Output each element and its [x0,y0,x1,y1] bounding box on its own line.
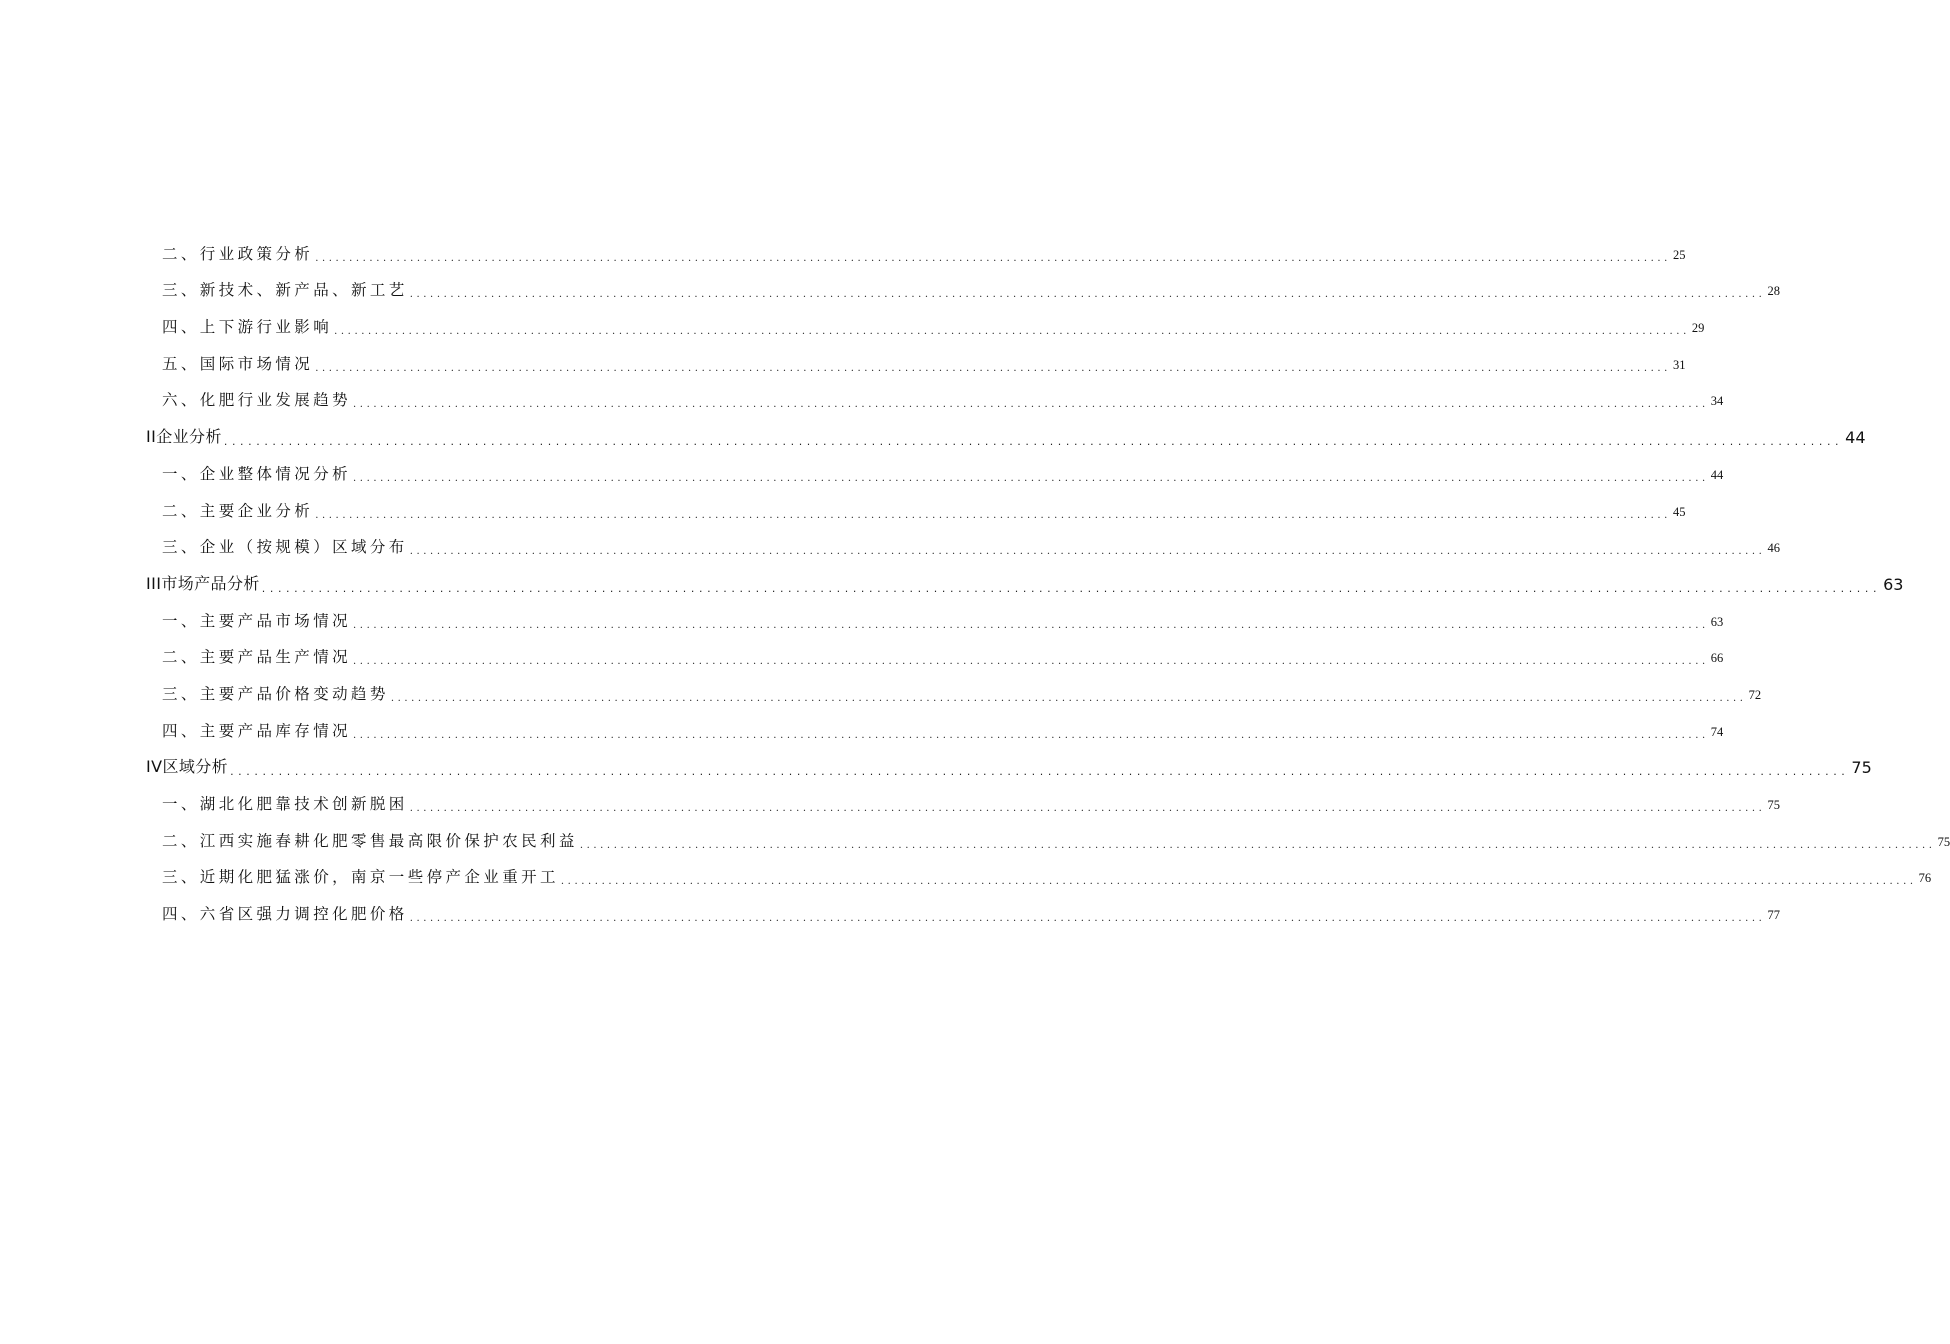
toc-dot-leader: ........................................................................................................................................................................................................ [353,472,1709,484]
toc-dot-leader: ........................................................................................................................................................................................................ [315,509,1671,521]
toc-chapter-entry[interactable] [146,414,1866,451]
toc-entry[interactable] [146,451,1724,488]
toc-entry[interactable] [146,708,1724,745]
toc-dot-leader: ........................................................................................................................................................................................................ [315,362,1671,374]
toc-entry[interactable] [146,525,1780,562]
toc-dot-leader: ........................................................................................................................................................................................................ [223,435,1844,449]
toc-dot-leader: ........................................................................................................................................................................................................ [409,546,1766,558]
table-of-contents [146,231,1950,928]
toc-entry-page: 63 [1883,574,1904,594]
toc-entry-title: 三、近期化肥猛涨价，南京一些停产企业重开工 [162,868,559,887]
toc-entry-page: 72 [1748,687,1762,702]
toc-entry-title: IV区域分析 [146,757,229,777]
toc-entry-title: 三、主要产品价格变动趋势 [162,684,389,703]
toc-dot-leader: ........................................................................................................................................................................................................ [409,289,1766,301]
toc-entry-page: 45 [1672,504,1686,519]
toc-entry[interactable] [146,598,1724,635]
toc-chapter-entry[interactable] [146,745,1872,782]
toc-entry-page: 25 [1672,247,1686,262]
toc-entry-page: 34 [1710,394,1724,409]
toc-entry-page: 63 [1710,614,1724,629]
toc-dot-leader: ........................................................................................................................................................................................................ [353,656,1709,668]
toc-entry-page: 77 [1767,908,1780,923]
toc-entry-title: 一、湖北化肥靠技术创新脱困 [162,795,408,813]
toc-entry[interactable] [146,855,1932,892]
toc-entry[interactable] [146,488,1686,525]
toc-entry-page: 31 [1672,357,1686,372]
toc-entry-page: 75 [1767,798,1780,812]
toc-dot-leader: ........................................................................................................................................................................................................ [334,326,1690,338]
toc-entry-page: 44 [1710,467,1724,482]
toc-entry[interactable] [146,341,1686,378]
toc-entry-title: 四、上下游行业影响 [162,318,333,337]
toc-dot-leader: ........................................................................................................................................................................................................ [409,913,1766,925]
toc-entry[interactable] [146,781,1780,818]
toc-entry-page: 28 [1767,284,1780,299]
toc-entry[interactable] [146,891,1780,928]
toc-dot-leader: ........................................................................................................................................................................................................ [560,876,1917,888]
toc-dot-leader: ........................................................................................................................................................................................................ [390,692,1747,704]
toc-dot-leader: ........................................................................................................................................................................................................ [261,581,1882,595]
toc-entry-title: 二、江西实施春耕化肥零售最高限价保护农民利益 [162,831,578,850]
toc-entry[interactable] [146,635,1724,672]
toc-entry-title: 三、新技术、新产品、新工艺 [162,281,408,300]
toc-entry-title: 六、化肥行业发展趋势 [162,391,352,410]
toc-entry[interactable] [146,378,1724,415]
toc-dot-leader: ........................................................................................................................................................................................................ [409,803,1766,814]
toc-entry-page: 44 [1845,428,1866,448]
toc-chapter-entry[interactable] [146,561,1904,598]
toc-entry-title: 二、行业政策分析 [162,244,314,263]
toc-entry-title: 五、国际市场情况 [162,354,314,373]
toc-entry-page: 75 [1937,834,1950,849]
toc-entry-page: 66 [1710,651,1724,666]
toc-entry-title: 二、主要企业分析 [162,501,314,520]
toc-entry[interactable] [146,231,1686,268]
toc-entry-title: 二、主要产品生产情况 [162,648,352,667]
toc-entry[interactable] [146,268,1780,305]
toc-dot-leader: ........................................................................................................................................................................................................ [353,619,1709,631]
toc-entry-title: 四、六省区强力调控化肥价格 [162,905,408,924]
toc-dot-leader: ........................................................................................................................................................................................................ [315,252,1671,264]
toc-dot-leader: ........................................................................................................................................................................................................ [353,399,1709,411]
toc-dot-leader: ........................................................................................................................................................................................................ [353,729,1709,741]
toc-entry-page: 74 [1710,724,1724,739]
toc-entry-title: 四、主要产品库存情况 [162,721,352,740]
toc-dot-leader: ........................................................................................................................................................................................................ [579,839,1936,851]
toc-entry[interactable] [146,671,1762,708]
toc-entry-page: 46 [1767,541,1780,556]
toc-entry-page: 75 [1851,758,1872,778]
toc-entry-title: 三、企业（按规模）区域分布 [162,538,408,557]
toc-entry-title: 一、企业整体情况分析 [162,464,352,483]
toc-entry-page: 29 [1691,321,1705,336]
toc-entry-title: III市场产品分析 [146,573,260,593]
toc-entry[interactable] [146,304,1705,341]
toc-entry-page: 76 [1918,871,1932,886]
toc-entry[interactable] [146,818,1950,855]
toc-entry-title: II企业分析 [146,427,222,447]
toc-dot-leader: ........................................................................................................................................................................................................ [230,765,1850,779]
toc-entry-title: 一、主要产品市场情况 [162,611,352,630]
